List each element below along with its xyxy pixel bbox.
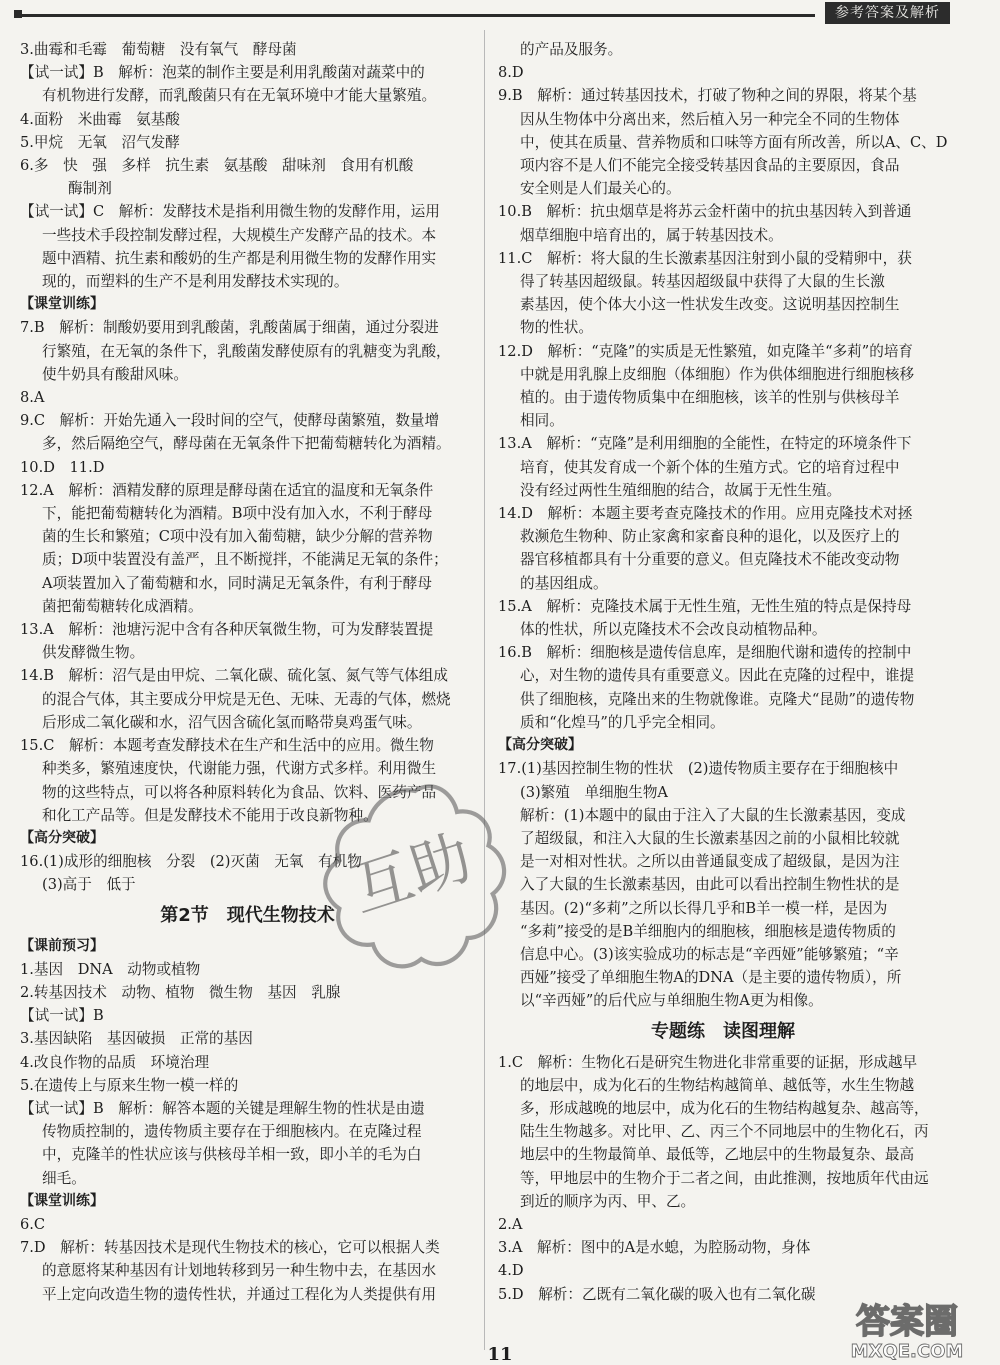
answer-line: 4.面粉 米曲霉 氨基酸 xyxy=(20,110,180,128)
section-heading: 【高分突破】 xyxy=(20,829,104,846)
right-column xyxy=(498,38,948,1306)
answer-line: 现的，而塑料的生产不是利用发酵技术实现的。 xyxy=(42,273,349,291)
answer-line: 3.曲霉和毛霉 葡萄糖 没有氧气 酵母菌 xyxy=(20,41,297,58)
section-title: 第2节 现代生物技术 xyxy=(160,904,335,926)
answer-line: 16.B 解析：细胞核是遗传信息库，是细胞代谢和遗传的控制中 xyxy=(498,644,912,662)
section-title: 专题练 读图理解 xyxy=(651,1020,795,1042)
answer-line: 地层中的生物最简单、最低等，乙地层中的生物最复杂、最高 xyxy=(520,1146,915,1164)
answer-line: 2.转基因技术 动物、植物 微生物 基因 乳腺 xyxy=(20,983,341,1001)
answer-line: 下，能把葡萄糖转化为酒精。B项中没有加入水，不利于酵母 xyxy=(42,505,433,523)
answer-line: 种类多，繁殖速度快，代谢能力强，代谢方式多样。利用微生 xyxy=(42,760,437,778)
answer-line: 13.A 解析：池塘污泥中含有各种厌氧微生物，可为发酵装置提 xyxy=(20,621,434,639)
answer-line: 植的。由于遗传物质集中在细胞核，该羊的性别与供核母羊 xyxy=(520,389,900,407)
answer-line: 物的性状。 xyxy=(520,319,593,337)
answer-line: 7.D 解析：转基因技术是现代生物技术的核心，它可以根据人类 xyxy=(20,1239,440,1257)
answer-line: 多，形成越晚的地层中，成为化石的生物结构越复杂、越高等， xyxy=(520,1099,929,1117)
answer-line: 入了大鼠的生长激素基因，由此可以看出控制生物性状的是 xyxy=(520,876,900,894)
section-heading: 【课前预习】 xyxy=(20,937,104,954)
section-heading: 【高分突破】 xyxy=(498,737,582,754)
section-tab: 参考答案及解析 xyxy=(825,2,950,24)
answer-line: 16.(1)成形的细胞核 分裂 (2)灭菌 无氧 有机物 xyxy=(20,853,362,871)
answer-line: 14.D 解析：本题主要考查克隆技术的作用。应用克隆技术对拯 xyxy=(498,505,913,523)
page-number: 11 xyxy=(487,1344,513,1365)
answer-line: 15.C 解析：本题考查发酵技术在生产和生活中的应用。微生物 xyxy=(20,737,434,755)
answer-line: 8.D xyxy=(498,64,524,82)
answer-line: 12.D 解析：“克隆”的实质是无性繁殖，如克隆羊“多莉”的培育 xyxy=(498,342,914,360)
answer-line: A项装置加入了葡萄糖和水，同时满足无氧条件，有利于酵母 xyxy=(42,574,432,592)
answer-line: 15.A 解析：克隆技术属于无性生殖，无性生殖的特点是保持母 xyxy=(498,597,912,615)
answer-line: 1.基因 DNA 动物或植物 xyxy=(20,960,201,978)
answer-line: 等，甲地层中的生物介于二者之间，由此推测，按地质年代由远 xyxy=(520,1169,929,1187)
answer-line: 体的性状，所以克隆技术不会改良动植物品种。 xyxy=(520,621,827,639)
answer-line: 酶制剂 xyxy=(68,180,112,198)
answer-line: 细毛。 xyxy=(42,1169,86,1187)
answer-line: 9.B 解析：通过转基因技术，打破了物种之间的界限，将某个基 xyxy=(498,87,917,105)
answer-line: 质和“化煌马”的几乎完全相同。 xyxy=(520,713,725,731)
answer-line: 因从生物体中分离出来，然后植入另一种完全不同的生物体 xyxy=(520,110,900,128)
answer-line: 题中酒精、抗生素和酸奶的生产都是利用微生物的发酵作用实 xyxy=(42,249,437,267)
answer-line: 平上定向改造生物的遗传性状，并通过工程化为人类提供有用 xyxy=(42,1285,437,1303)
answer-line: 【试一试】B 解析：解答本题的关键是理解生物的性状是由遗 xyxy=(20,1099,425,1117)
header-bullet xyxy=(14,10,22,18)
answer-line: 中，克隆羊的性状应该与供核母羊相一致，即小羊的毛为白 xyxy=(42,1146,422,1164)
answer-line: 了超级鼠，和注入大鼠的生长激素基因之前的小鼠相比较就 xyxy=(520,829,900,847)
answer-line: 一些技术手段控制发酵过程，大规模生产发酵产品的技术。本 xyxy=(42,226,437,244)
answer-line: 质；D项中装置没有盖严，且不断搅拌，不能满足无氧的条件； xyxy=(42,551,448,569)
answer-line: 器官移植都具有十分重要的意义。但克隆技术不能改变动物 xyxy=(520,551,900,569)
answer-line: 菌把葡萄糖转化成酒精。 xyxy=(42,597,203,615)
answer-line: 使牛奶具有酸甜风味。 xyxy=(42,365,188,383)
answer-line: 4.D xyxy=(498,1262,524,1280)
answer-line: 项内容不是人们不能完全接受转基因食品的主要原因，食品 xyxy=(520,157,900,175)
answer-line: 5.在遗传上与原来生物一模一样的 xyxy=(20,1076,239,1094)
answer-line: 10.D 11.D xyxy=(20,458,105,476)
answer-line: (3)繁殖 单细胞生物A xyxy=(520,783,668,801)
answer-line: 培育，使其发育成一个新个体的生殖方式。它的培育过程中 xyxy=(520,458,900,476)
answer-line: 【试一试】B xyxy=(20,1007,104,1025)
answer-line: 中，使其在质量、营养物质和口味等方面有所改善，所以A、C、D xyxy=(520,133,948,151)
answer-line: 4.改良作物的品质 环境治理 xyxy=(20,1053,210,1071)
left-column xyxy=(20,38,475,1306)
answer-line: 的产品及服务。 xyxy=(520,41,623,58)
answer-line: (3)高于 低于 xyxy=(42,876,136,894)
page-header xyxy=(0,0,1000,28)
answer-line: 解析：(1)本题中的鼠由于注入了大鼠的生长激素基因，变成 xyxy=(520,806,906,824)
answer-line: 菌的生长和繁殖；C项中没有加入葡萄糖，缺少分解的营养物 xyxy=(42,528,433,546)
answer-line: 心，对生物的遗传具有重要意义。因此在克隆的过程中，谁提 xyxy=(520,667,915,685)
column-divider xyxy=(484,30,485,1350)
answer-line: 的意愿将某种基因有计划地转移到另一种生物中去，在基因水 xyxy=(42,1262,437,1280)
answer-line: 基因。(2)“多莉”之所以长得几乎和B羊一模一样，是因为 xyxy=(520,899,888,917)
watermark-text: 答案圈 xyxy=(856,1302,958,1342)
answer-line: 7.B 解析：制酸奶要用到乳酸菌，乳酸菌属于细菌，通过分裂进 xyxy=(20,319,439,337)
answer-line: 烟草细胞中培育出的，属于转基因技术。 xyxy=(520,226,783,244)
answer-line: 8.A xyxy=(20,389,45,407)
answer-line: 素基因，使个体大小这一性状发生改变。这说明基因控制生 xyxy=(520,296,900,314)
answer-line: 14.B 解析：沼气是由甲烷、二氧化碳、硫化氢、氮气等气体组成 xyxy=(20,667,448,685)
section-heading: 【课堂训练】 xyxy=(20,1192,104,1209)
answer-line: 的地层中，成为化石的生物结构越简单、越低等，水生生物越 xyxy=(520,1076,915,1094)
answer-line: 行繁殖，在无氧的条件下，乳酸菌发酵使原有的乳糖变为乳酸， xyxy=(42,342,451,360)
answer-line: 和化工产品等。但是发酵技术不能用于改良新物种。 xyxy=(42,806,378,824)
answer-line: 多，然后隔绝空气，酵母菌在无氧条件下把葡萄糖转化为酒精。 xyxy=(42,435,451,453)
answer-line: 供发酵微生物。 xyxy=(42,644,145,662)
answer-line: 救濒危生物种、防止家禽和家畜良种的退化，以及医疗上的 xyxy=(520,528,900,546)
answer-line: 10.B 解析：抗虫烟草是将苏云金杆菌中的抗虫基因转入到普通 xyxy=(498,203,912,221)
answer-line: 没有经过两性生殖细胞的结合，故属于无性生殖。 xyxy=(520,481,842,499)
answer-line: 到近的顺序为丙、甲、乙。 xyxy=(520,1192,696,1210)
answer-line: 陆生生物越多。对比甲、乙、丙三个不同地层中的生物化石，丙 xyxy=(520,1123,929,1141)
stamp-text: 互助 xyxy=(342,821,481,927)
answer-line: 1.C 解析：生物化石是研究生物进化非常重要的证据，形成越早 xyxy=(498,1053,918,1071)
answer-line: 5.D 解析：乙既有二氧化碳的吸入也有二氧化碳 xyxy=(498,1285,816,1303)
answer-line: 3.基因缺陷 基因破损 正常的基因 xyxy=(20,1030,253,1048)
answer-line: 是一对相对性状。之所以由普通鼠变成了超级鼠，是因为注 xyxy=(520,853,900,871)
answer-line: 【试一试】C 解析：发酵技术是指利用微生物的发酵作用，运用 xyxy=(20,203,440,221)
answer-line: 中就是用乳腺上皮细胞（体细胞）作为供体细胞进行细胞核移 xyxy=(520,365,915,383)
answer-line: 5.甲烷 无氧 沼气发酵 xyxy=(20,133,180,151)
answer-line: 西娅”接受了单细胞生物A的DNA（是主要的遗传物质），所 xyxy=(520,969,902,987)
stamp-flower-seal xyxy=(310,770,520,980)
answer-line: 相同。 xyxy=(520,412,564,430)
answer-line: 2.A xyxy=(498,1215,523,1233)
answer-line: 9.C 解析：开始先通入一段时间的空气，使酵母菌繁殖，数量增 xyxy=(20,412,440,430)
answer-line: 的基因组成。 xyxy=(520,574,608,592)
answer-line: 后形成二氧化碳和水，沼气因含硫化氢而略带臭鸡蛋气味。 xyxy=(42,713,422,731)
answer-line: 得了转基因超级鼠。转基因超级鼠中获得了大鼠的生长激 xyxy=(520,273,885,291)
answer-line: 信息中心。(3)该实验成功的标志是“辛西娅”能够繁殖；“辛 xyxy=(520,945,899,963)
answer-line: 13.A 解析：“克隆”是利用细胞的全能性，在特定的环境条件下 xyxy=(498,435,912,453)
answer-line: 以“辛西娅”的后代应与单细胞生物A更为相像。 xyxy=(520,992,823,1010)
watermark-url: MXQE.COM xyxy=(850,1341,964,1362)
answer-line: 有机物进行发酵，而乳酸菌只有在无氧环境中才能大量繁殖。 xyxy=(42,87,437,105)
answer-line: 17.(1)基因控制生物的性状 (2)遗传物质主要存在于细胞核中 xyxy=(498,760,899,778)
answer-line: 3.A 解析：图中的A是水螅，为腔肠动物，身体 xyxy=(498,1239,811,1257)
header-rule xyxy=(22,14,815,17)
answer-line: 12.A 解析：酒精发酵的原理是酵母菌在适宜的温度和无氧条件 xyxy=(20,481,434,499)
answer-line: 11.C 解析：将大鼠的生长激素基因注射到小鼠的受精卵中，获 xyxy=(498,249,912,267)
answer-line: “多莉”接受的是B羊细胞内的细胞核，细胞核是遗传物质的 xyxy=(520,922,896,940)
answer-line: 6.C xyxy=(20,1215,46,1233)
answer-line: 供了细胞核，克隆出来的生物就像谁。克隆犬“昆勋”的遗传物 xyxy=(520,690,915,708)
answer-line: 安全则是人们最关心的。 xyxy=(520,180,681,198)
answer-line: 的混合气体，其主要成分甲烷是无色、无味、无毒的气体，燃烧 xyxy=(42,690,451,708)
answer-line: 6.多 快 强 多样 抗生素 氨基酸 甜味剂 食用有机酸 xyxy=(20,157,414,175)
answer-line: 【试一试】B 解析：泡菜的制作主要是利用乳酸菌对蔬菜中的 xyxy=(20,64,425,82)
answer-line: 物的这些特点，可以将各种原料转化为食品、饮料、医药产品 xyxy=(42,783,437,801)
section-heading: 【课堂训练】 xyxy=(20,296,104,313)
answer-line: 传物质控制的，遗传物质主要存在于细胞核内。在克隆过程 xyxy=(42,1123,422,1141)
